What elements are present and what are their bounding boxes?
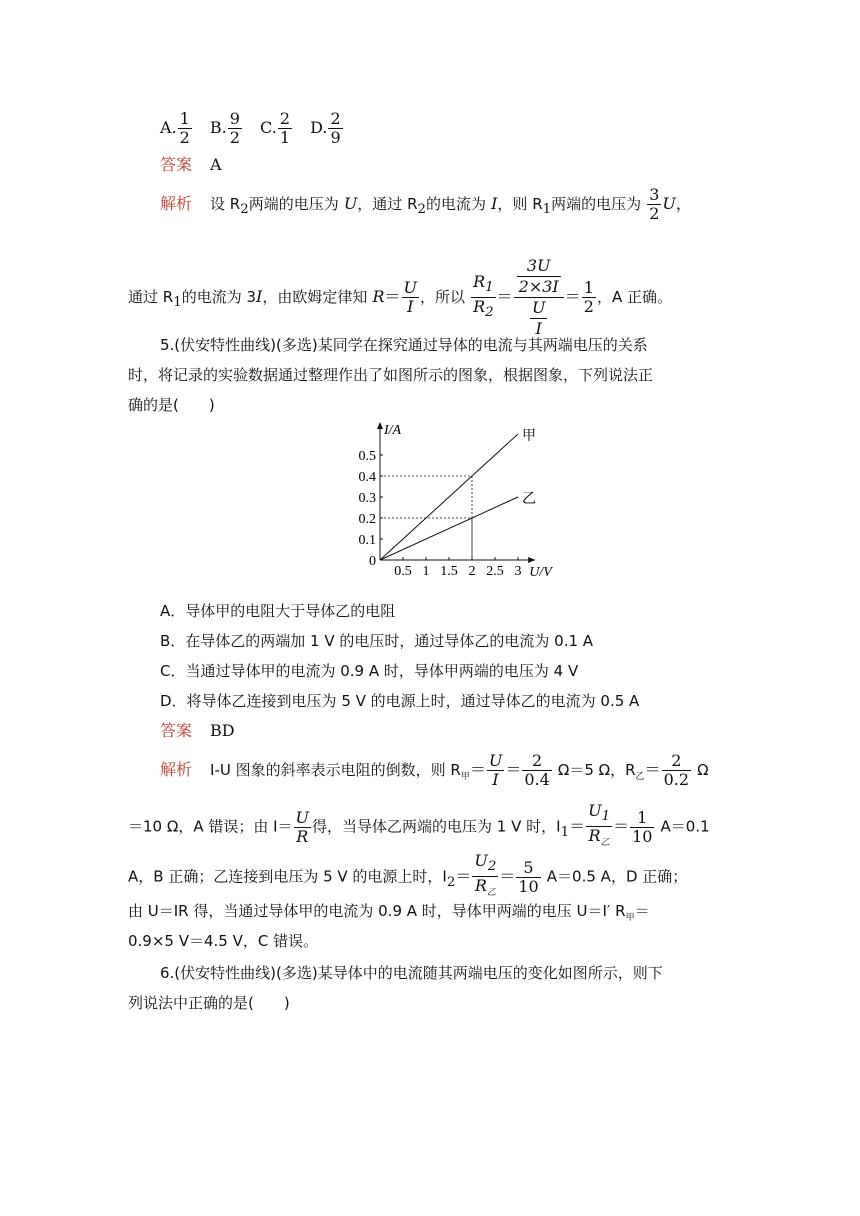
q5-option-c: C．当通过导体甲的电流为 0.9 A 时，导体甲两端的电压为 4 V: [160, 662, 579, 680]
x-tick-label: 2: [468, 564, 476, 579]
q5-analysis-line1: 解析 I-U 图象的斜率表示电阻的倒数，则 $R_甲=$ $\frac{U}{I}$ ＝ $\frac{2}{0.4}$ Ω＝5 Ω，$R_乙=$ $\frac{2}{0.2}$ Ω: [160, 751, 709, 789]
q5-analysis-line4: 由 U＝IR 得，当通过导体甲的电流为 0.9 A 时，导体甲两端的电压 U＝I′ $R_甲=$: [128, 902, 650, 923]
x-tick-label: 1.5: [440, 564, 458, 579]
q6-stem-line2: 列说法中正确的是( ): [128, 994, 290, 1012]
x-tick-label: 0.5: [394, 564, 412, 579]
option-c: C. $\frac{2}{1}$: [260, 109, 290, 147]
q4-answer: 答案 A: [160, 155, 222, 174]
y-tick-label: 0.5: [358, 449, 376, 464]
q5-option-d: D．将导体乙连接到电压为 5 V 的电源上时，通过导体乙的电流为 0.5 A: [160, 692, 640, 710]
x-tick-label: 1: [422, 564, 430, 579]
origin-label: 0: [369, 554, 376, 569]
q5-stem-line3: 确的是( ): [128, 396, 215, 414]
x-axis-arrow: [528, 557, 535, 563]
option-a: A. $\frac{1}{2}$: [160, 109, 190, 147]
q5-answer: 答案 BD: [160, 721, 235, 740]
q5-option-a: A．导体甲的电阻大于导体乙的电阻: [160, 602, 396, 620]
chart-svg: [350, 418, 570, 588]
q5-stem-line1: 5.(伏安特性曲线)(多选)某同学在探究通过导体的电流与其两端电压的关系: [160, 336, 648, 354]
x-axis-label: U/V: [529, 565, 552, 580]
q6-stem-line1: 6.(伏安特性曲线)(多选)某导体中的电流随其两端电压的变化如图所示，则下: [160, 964, 663, 982]
q4-options: [160, 110, 770, 147]
q5-analysis-line2: ＝10 Ω，A 错误；由 I＝ $\frac{U}{R}$ 得，当导体乙两端的电压为 1 V 时，$I_1=$ $\frac{U_1}{R_乙}$ ＝ $\frac{1}{10}$ A＝0.1: [128, 801, 710, 849]
series-line-yi: [380, 497, 518, 560]
y-tick-label: 0.4: [358, 470, 376, 485]
q5-stem-line2: 时，将记录的实验数据通过整理作出了如图所示的图象，根据图象，下列说法正: [128, 366, 654, 384]
series-label-jia: 甲: [522, 429, 536, 444]
q5-option-b: B．在导体乙的两端加 1 V 的电压时，通过导体乙的电流为 0.1 A: [160, 632, 594, 650]
y-tick-label: 0.3: [358, 491, 376, 506]
q4-analysis-line2: 通过 $R_1$的电流为 3I，由欧姆定律知 R＝ $\frac{U}{I}$ ，所以 $\frac{R_1}{R_2}$ ＝ $\frac{\frac{3U}{2\times 3I}}{\frac{U}{I}}$ ＝ $\frac{1}{2}$ ，A 正确。: [128, 256, 672, 338]
q5-analysis-line5: 0.9×5 V＝4.5 V，C 错误。: [128, 932, 319, 950]
series-line-jia: [380, 434, 518, 560]
y-tick-label: 0.2: [358, 512, 376, 527]
series-label-yi: 乙: [522, 492, 536, 507]
option-b: B. $\frac{9}{2}$: [209, 109, 240, 147]
iu-chart: [350, 418, 570, 588]
x-tick-label: 2.5: [486, 564, 504, 579]
x-tick-label: 3: [514, 564, 522, 579]
y-tick-label: 0.1: [358, 533, 376, 548]
y-axis-label: I/A: [384, 423, 402, 438]
y-axis-arrow: [377, 422, 383, 429]
q5-analysis-line3: A，B 正确；乙连接到电压为 5 V 的电源上时，$I_2=$ $\frac{U_2}{R_乙}$ ＝ $\frac{5}{10}$ A＝0.5 A，D 正确；: [128, 851, 688, 899]
q4-analysis-line1: 解析 设 $R_2$两端的电压为 U，通过 $R_2$的电流为 I，则 $R_1$两端的电压为 $\frac{3}{2}$ U，: [160, 185, 692, 223]
option-d: D. $\frac{2}{9}$: [310, 109, 341, 147]
